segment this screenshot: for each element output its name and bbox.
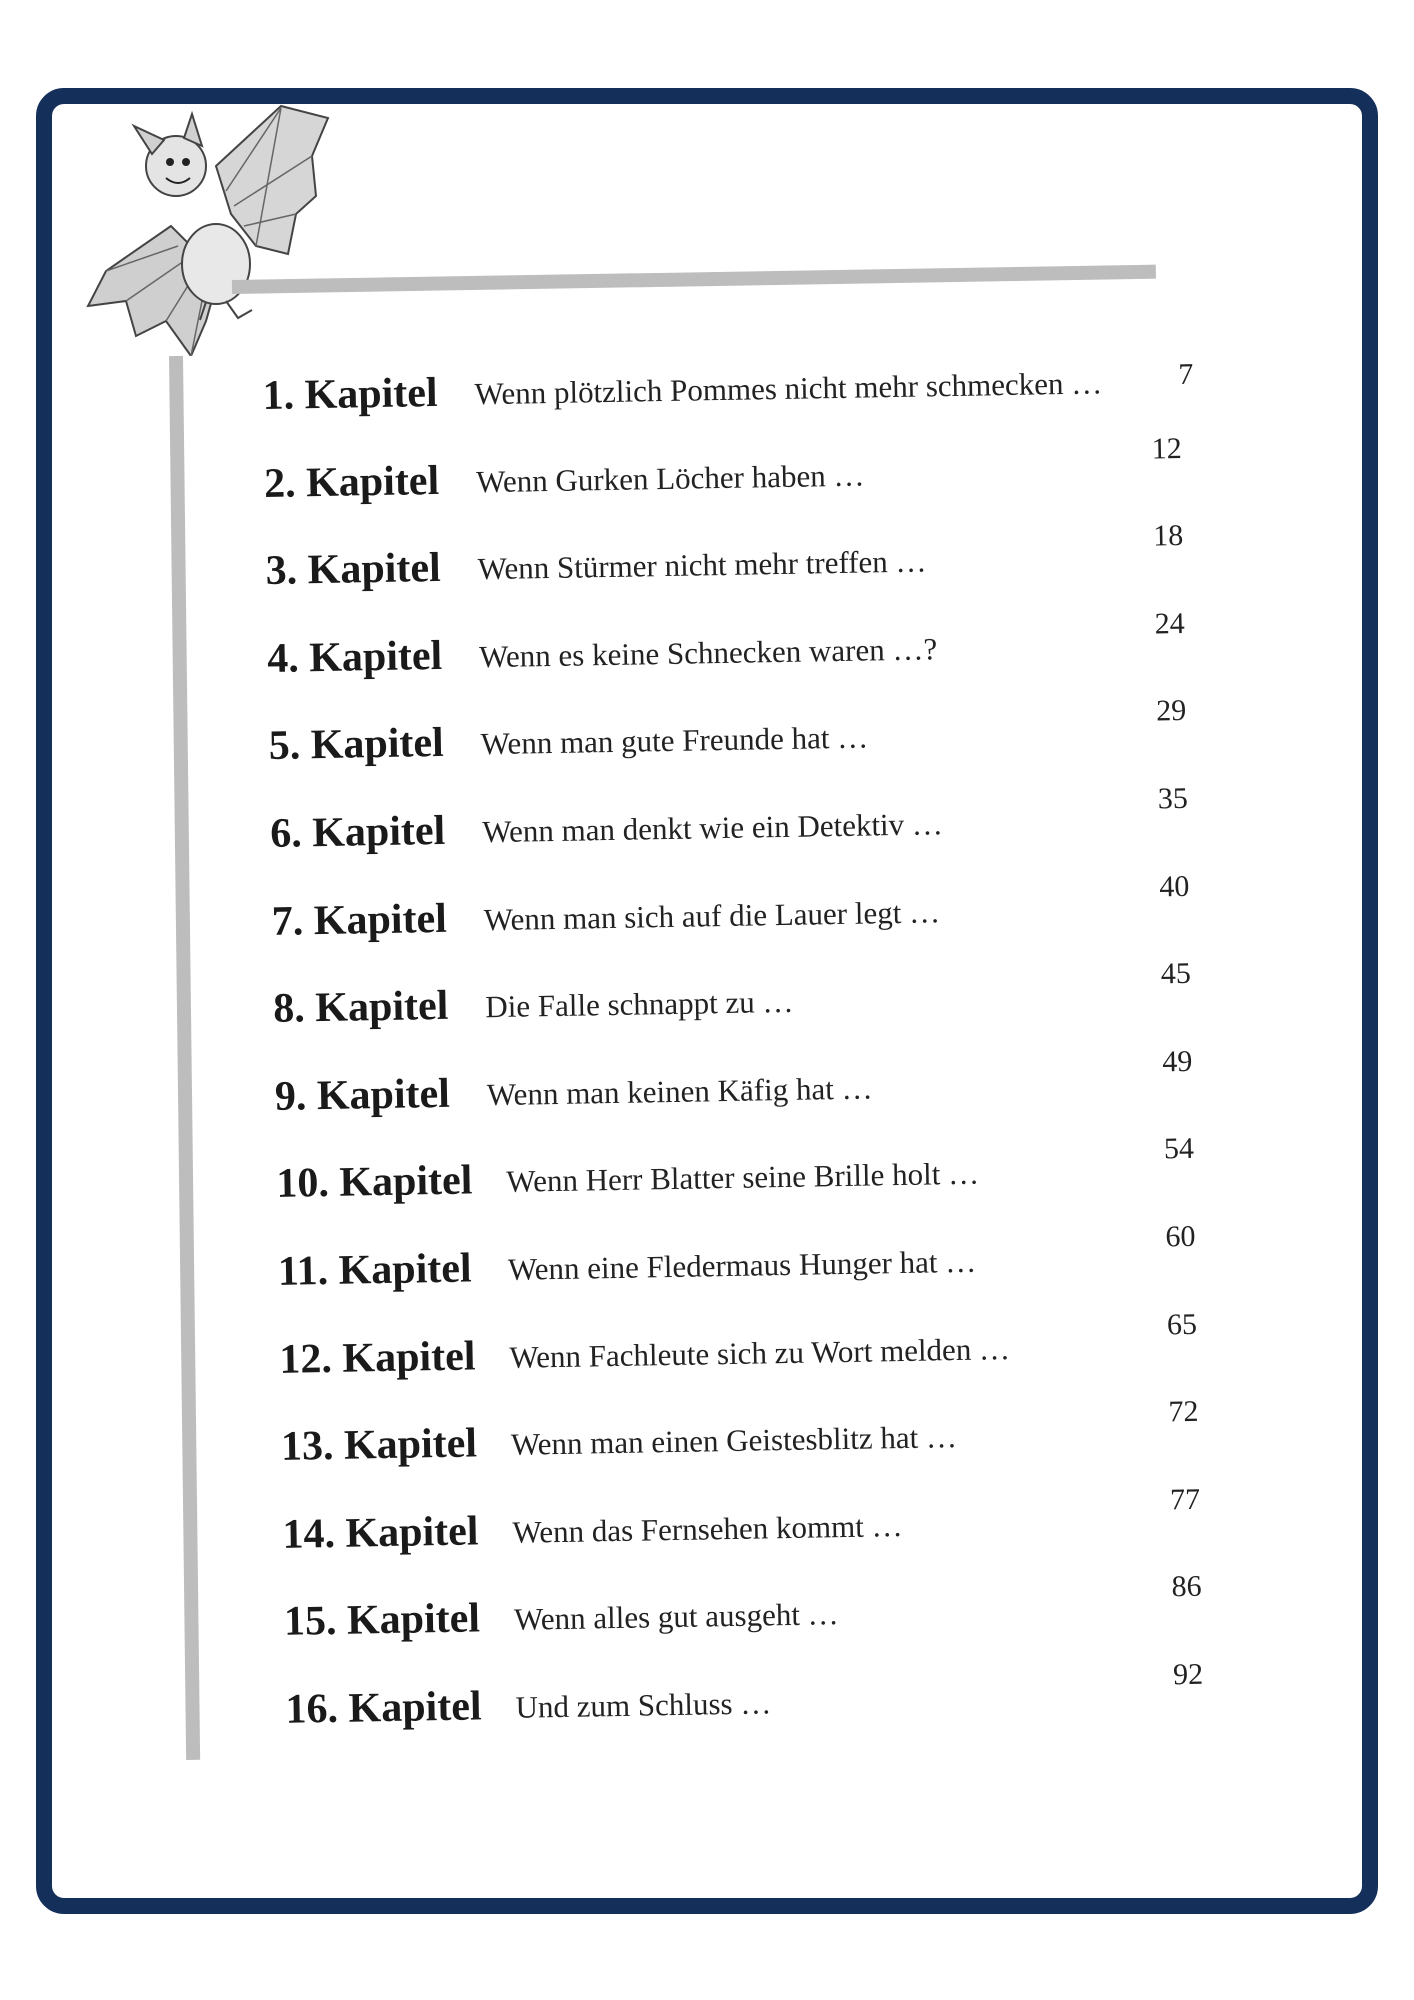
page-number: 49	[1162, 1044, 1193, 1079]
page-number: 7	[1178, 357, 1194, 392]
chapter-number: 4. Kapitel	[266, 632, 443, 682]
chapter-number: 16. Kapitel	[285, 1683, 482, 1733]
chapter-number: 14. Kapitel	[282, 1508, 479, 1558]
chapter-number: 13. Kapitel	[280, 1420, 478, 1470]
chapter-number: 3. Kapitel	[265, 545, 442, 595]
chapter-title: Wenn man sich auf die Lauer legt …	[483, 893, 941, 937]
chapter-number: 2. Kapitel	[263, 457, 440, 507]
chapter-title: Und zum Schluss …	[515, 1685, 772, 1725]
chapter-title: Wenn man einen Geistesblitz hat …	[510, 1419, 958, 1462]
chapter-title: Wenn alles gut ausgeht …	[513, 1596, 839, 1638]
toc-row	[264, 430, 1245, 535]
page-number: 18	[1152, 519, 1184, 553]
page-number: 77	[1169, 1482, 1201, 1517]
chapter-title: Wenn man keinen Käfig hat …	[486, 1070, 873, 1112]
table-of-contents	[262, 343, 1266, 1761]
page-number: 72	[1168, 1394, 1199, 1429]
toc-row	[283, 1569, 1264, 1674]
bat-icon	[66, 96, 336, 356]
chapter-title: Wenn Fachleute sich zu Wort melden …	[509, 1330, 1011, 1375]
chapter-title: Wenn eine Fledermaus Hunger hat …	[507, 1243, 977, 1287]
toc-row	[267, 606, 1248, 711]
chapter-number: 15. Kapitel	[283, 1595, 481, 1646]
toc-row	[285, 1657, 1266, 1762]
page-number: 40	[1159, 869, 1190, 903]
chapter-number: 1. Kapitel	[262, 369, 439, 419]
chapter-title: Wenn man gute Freunde hat …	[480, 719, 869, 762]
toc-row	[282, 1481, 1263, 1586]
toc-row	[268, 693, 1249, 798]
toc-row	[279, 1306, 1260, 1411]
chapter-title: Wenn es keine Schnecken waren …?	[478, 631, 938, 675]
toc-row	[277, 1219, 1258, 1324]
page-number: 12	[1151, 431, 1182, 466]
chapter-title: Wenn Herr Blatter seine Brille holt …	[506, 1155, 980, 1200]
chapter-title: Wenn Stürmer nicht mehr treffen …	[477, 543, 927, 587]
page-number: 54	[1163, 1132, 1195, 1166]
toc-row	[274, 1044, 1255, 1149]
page-number: 65	[1166, 1307, 1198, 1341]
toc-row	[276, 1131, 1257, 1236]
page-number: 86	[1171, 1570, 1202, 1604]
chapter-number: 8. Kapitel	[272, 983, 449, 1033]
chapter-number: 12. Kapitel	[279, 1332, 476, 1383]
chapter-title: Die Falle schnappt zu …	[485, 983, 794, 1025]
toc-row	[271, 868, 1252, 973]
toc-row	[262, 343, 1243, 448]
chapter-title: Wenn Gurken Löcher haben …	[475, 457, 865, 499]
page-number: 35	[1157, 781, 1189, 816]
toc-row	[273, 956, 1254, 1061]
chapter-number: 10. Kapitel	[275, 1157, 473, 1208]
toc-row	[270, 781, 1251, 886]
chapter-number: 7. Kapitel	[271, 895, 448, 945]
chapter-title: Wenn man denkt wie ein Detektiv …	[481, 806, 944, 850]
chapter-title: Wenn das Fernsehen kommt …	[512, 1507, 903, 1550]
toc-row	[265, 518, 1246, 623]
page-number: 92	[1172, 1657, 1204, 1692]
page-number: 60	[1165, 1219, 1196, 1254]
page-number: 29	[1155, 694, 1187, 728]
chapter-number: 11. Kapitel	[277, 1245, 472, 1295]
chapter-number: 6. Kapitel	[269, 807, 446, 857]
chapter-number: 5. Kapitel	[268, 720, 445, 770]
page-number: 24	[1154, 606, 1186, 641]
page-number: 45	[1160, 957, 1192, 991]
chapter-title: Wenn plötzlich Pommes nicht mehr schmecken …	[474, 365, 1103, 412]
toc-row	[280, 1394, 1261, 1499]
chapter-number: 9. Kapitel	[274, 1070, 451, 1120]
